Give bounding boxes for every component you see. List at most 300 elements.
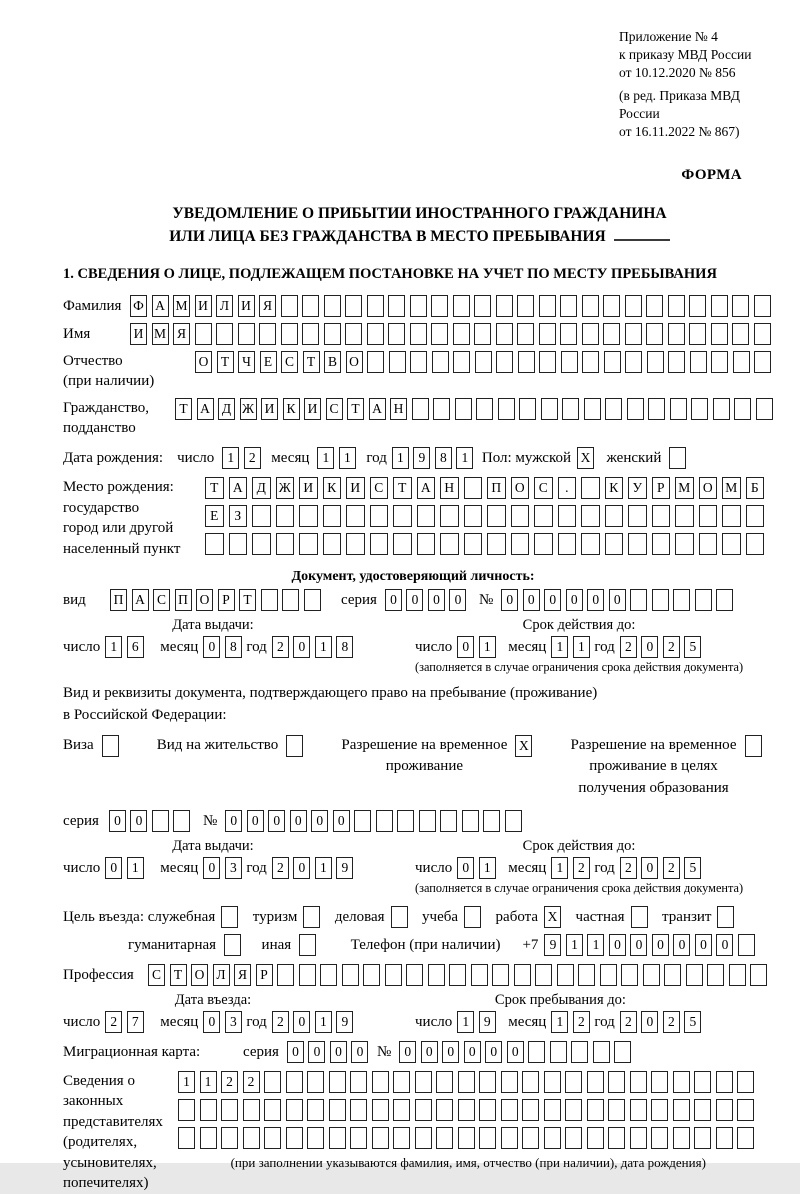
cell[interactable] [675, 505, 694, 527]
stay-day[interactable] [457, 1011, 500, 1033]
birthplace-line2-input[interactable] [205, 505, 769, 527]
cell[interactable] [152, 810, 169, 832]
cell[interactable] [221, 1127, 238, 1149]
cell[interactable] [608, 1099, 625, 1121]
cell[interactable]: А [197, 398, 214, 420]
cell[interactable] [716, 1099, 733, 1121]
cell[interactable] [464, 505, 483, 527]
cell[interactable] [717, 906, 734, 928]
cell[interactable]: 5 [684, 1011, 701, 1033]
cell[interactable] [261, 589, 278, 611]
cell[interactable]: Р [256, 964, 273, 986]
cell[interactable] [621, 964, 638, 986]
cell[interactable] [252, 533, 271, 555]
cell[interactable]: 0 [457, 857, 474, 879]
cell[interactable]: 0 [287, 1041, 304, 1063]
cell[interactable]: А [229, 477, 248, 499]
cell[interactable]: 0 [105, 857, 122, 879]
cell[interactable] [281, 295, 298, 317]
cell[interactable]: 0 [485, 1041, 502, 1063]
cell[interactable] [582, 351, 599, 373]
cell[interactable]: 9 [336, 857, 353, 879]
cell[interactable] [628, 505, 647, 527]
residence-valid-day[interactable] [457, 857, 500, 879]
cell[interactable]: 1 [551, 1011, 568, 1033]
cell[interactable] [221, 1099, 238, 1121]
cell[interactable]: И [299, 477, 318, 499]
residence-issue-day[interactable] [105, 857, 148, 879]
cell[interactable]: 3 [225, 1011, 242, 1033]
cell[interactable]: О [196, 589, 213, 611]
cell[interactable] [571, 1041, 588, 1063]
cell[interactable] [324, 295, 341, 317]
cell[interactable] [511, 533, 530, 555]
cell[interactable]: 1 [339, 447, 356, 469]
cell[interactable] [630, 1099, 647, 1121]
cell[interactable] [286, 1099, 303, 1121]
cell[interactable] [754, 295, 771, 317]
cell[interactable] [511, 505, 530, 527]
residence-valid-year[interactable] [620, 857, 706, 879]
cell[interactable] [528, 1041, 545, 1063]
cell[interactable] [539, 323, 556, 345]
cell[interactable]: 0 [109, 810, 126, 832]
cell[interactable]: У [628, 477, 647, 499]
cell[interactable]: И [261, 398, 278, 420]
cell[interactable] [431, 295, 448, 317]
cell[interactable] [307, 1127, 324, 1149]
cell[interactable] [732, 295, 749, 317]
cell[interactable] [631, 906, 648, 928]
cell[interactable]: 2 [272, 1011, 289, 1033]
legal-reps-line3-input[interactable] [178, 1127, 759, 1149]
cell[interactable]: 8 [225, 636, 242, 658]
cell[interactable] [264, 1071, 281, 1093]
cell[interactable]: 1 [587, 934, 604, 956]
entry-year[interactable] [272, 1011, 358, 1033]
cell[interactable] [323, 533, 342, 555]
cell[interactable] [539, 295, 556, 317]
cell[interactable] [412, 398, 429, 420]
cell[interactable]: 2 [221, 1071, 238, 1093]
legal-reps-line1-input[interactable] [178, 1071, 759, 1093]
cell[interactable] [200, 1099, 217, 1121]
cell[interactable]: 0 [630, 934, 647, 956]
cell[interactable] [276, 533, 295, 555]
cell[interactable]: 1 [178, 1071, 195, 1093]
cell[interactable]: 2 [105, 1011, 122, 1033]
cell[interactable]: 1 [551, 636, 568, 658]
cell[interactable] [534, 505, 553, 527]
cell[interactable] [449, 964, 466, 986]
cell[interactable]: 0 [330, 1041, 347, 1063]
cell[interactable] [587, 1127, 604, 1149]
cell[interactable]: 0 [247, 810, 264, 832]
cell[interactable] [600, 964, 617, 986]
cell[interactable]: И [130, 323, 147, 345]
cell[interactable]: 0 [464, 1041, 481, 1063]
cell[interactable] [560, 295, 577, 317]
cell[interactable] [475, 351, 492, 373]
cell[interactable] [363, 964, 380, 986]
cell[interactable] [522, 1099, 539, 1121]
cell[interactable] [299, 505, 318, 527]
cell[interactable] [436, 1127, 453, 1149]
cell[interactable]: Т [239, 589, 256, 611]
cell[interactable] [733, 351, 750, 373]
cell[interactable]: Т [217, 351, 234, 373]
id-issue-month[interactable] [203, 636, 246, 658]
cell[interactable]: 2 [663, 636, 680, 658]
cell[interactable] [415, 1127, 432, 1149]
cell[interactable] [496, 295, 513, 317]
cell[interactable]: 0 [293, 857, 310, 879]
cell[interactable]: И [238, 295, 255, 317]
cell[interactable]: С [281, 351, 298, 373]
cell[interactable] [259, 323, 276, 345]
cell[interactable] [729, 964, 746, 986]
cell[interactable] [560, 323, 577, 345]
cell[interactable] [299, 934, 316, 956]
purpose-work-checkbox[interactable] [544, 906, 566, 928]
id-valid-day[interactable] [457, 636, 500, 658]
cell[interactable] [376, 810, 393, 832]
cell[interactable] [686, 964, 703, 986]
sex-male-checkbox[interactable] [577, 447, 599, 469]
cell[interactable] [669, 447, 686, 469]
cell[interactable] [350, 1099, 367, 1121]
cell[interactable] [565, 1127, 582, 1149]
cell[interactable]: Т [175, 398, 192, 420]
cell[interactable] [670, 398, 687, 420]
cell[interactable]: Ж [240, 398, 257, 420]
cell[interactable]: 9 [544, 934, 561, 956]
cell[interactable] [410, 295, 427, 317]
cell[interactable] [699, 505, 718, 527]
cell[interactable]: 2 [620, 857, 637, 879]
cell[interactable] [535, 964, 552, 986]
cell[interactable]: О [346, 351, 363, 373]
cell[interactable] [581, 477, 600, 499]
cell[interactable] [372, 1071, 389, 1093]
cell[interactable] [323, 505, 342, 527]
cell[interactable] [630, 1071, 647, 1093]
cell[interactable]: К [283, 398, 300, 420]
cell[interactable] [539, 351, 556, 373]
migration-card-number-input[interactable] [399, 1041, 636, 1063]
cell[interactable] [276, 505, 295, 527]
cell[interactable] [415, 1099, 432, 1121]
id-doc-number-input[interactable] [501, 589, 738, 611]
id-issue-year[interactable] [272, 636, 358, 658]
cell[interactable] [605, 398, 622, 420]
cell[interactable] [578, 964, 595, 986]
cell[interactable] [385, 964, 402, 986]
cell[interactable] [458, 1127, 475, 1149]
cell[interactable]: 0 [544, 589, 561, 611]
cell[interactable]: П [487, 477, 506, 499]
cell[interactable] [282, 589, 299, 611]
cell[interactable]: И [195, 295, 212, 317]
cell[interactable]: Т [347, 398, 364, 420]
cell[interactable] [722, 533, 741, 555]
cell[interactable]: А [369, 398, 386, 420]
birthplace-line3-input[interactable] [205, 533, 769, 555]
cell[interactable]: 1 [222, 447, 239, 469]
cell[interactable] [205, 533, 224, 555]
cell[interactable]: 0 [587, 589, 604, 611]
cell[interactable] [406, 964, 423, 986]
cell[interactable]: А [152, 295, 169, 317]
cell[interactable] [651, 1071, 668, 1093]
cell[interactable] [350, 1071, 367, 1093]
cell[interactable] [518, 351, 535, 373]
citizenship-input[interactable] [175, 398, 777, 420]
cell[interactable] [346, 505, 365, 527]
cell[interactable]: З [229, 505, 248, 527]
cell[interactable]: 2 [272, 857, 289, 879]
cell[interactable]: 0 [268, 810, 285, 832]
cell[interactable] [651, 1127, 668, 1149]
cell[interactable]: М [722, 477, 741, 499]
temp-residence-education-checkbox[interactable] [745, 735, 767, 757]
cell[interactable]: 0 [203, 857, 220, 879]
cell[interactable] [178, 1099, 195, 1121]
cell[interactable] [694, 1127, 711, 1149]
cell[interactable]: 9 [413, 447, 430, 469]
cell[interactable]: 0 [385, 589, 402, 611]
cell[interactable]: Ж [276, 477, 295, 499]
residence-series-input[interactable] [109, 810, 195, 832]
cell[interactable] [628, 533, 647, 555]
cell[interactable] [745, 735, 762, 757]
cell[interactable] [410, 351, 427, 373]
cell[interactable] [627, 398, 644, 420]
cell[interactable] [393, 1127, 410, 1149]
cell[interactable] [694, 1099, 711, 1121]
cell[interactable]: 0 [641, 857, 658, 879]
id-valid-year[interactable] [620, 636, 706, 658]
cell[interactable] [584, 398, 601, 420]
cell[interactable] [675, 533, 694, 555]
cell[interactable] [487, 533, 506, 555]
cell[interactable] [243, 1127, 260, 1149]
cell[interactable] [302, 323, 319, 345]
cell[interactable]: К [323, 477, 342, 499]
stay-year[interactable] [620, 1011, 706, 1033]
cell[interactable] [713, 398, 730, 420]
cell[interactable] [603, 323, 620, 345]
residence-issue-month[interactable] [203, 857, 246, 879]
purpose-tourism-checkbox[interactable] [303, 906, 325, 928]
cell[interactable]: А [132, 589, 149, 611]
patronymic-input[interactable] [195, 351, 776, 373]
cell[interactable] [754, 323, 771, 345]
cell[interactable] [243, 1099, 260, 1121]
birthdate-year-input[interactable] [392, 447, 478, 469]
cell[interactable]: 0 [333, 810, 350, 832]
cell[interactable] [391, 906, 408, 928]
cell[interactable] [370, 533, 389, 555]
cell[interactable] [299, 533, 318, 555]
temp-residence-checkbox[interactable] [515, 735, 537, 757]
cell[interactable]: 0 [507, 1041, 524, 1063]
cell[interactable] [558, 533, 577, 555]
cell[interactable]: 2 [620, 1011, 637, 1033]
cell[interactable] [694, 1071, 711, 1093]
cell[interactable] [286, 1127, 303, 1149]
cell[interactable] [453, 351, 470, 373]
cell[interactable]: 0 [641, 1011, 658, 1033]
cell[interactable] [734, 398, 751, 420]
cell[interactable] [329, 1127, 346, 1149]
visa-checkbox[interactable] [102, 735, 124, 757]
cell[interactable]: 5 [684, 636, 701, 658]
cell[interactable] [604, 351, 621, 373]
cell[interactable]: 8 [435, 447, 452, 469]
birthdate-day-input[interactable] [222, 447, 265, 469]
purpose-transit-checkbox[interactable] [717, 906, 739, 928]
cell[interactable] [587, 1099, 604, 1121]
cell[interactable] [630, 1127, 647, 1149]
cell[interactable] [565, 1099, 582, 1121]
cell[interactable] [455, 398, 472, 420]
cell[interactable] [587, 1071, 604, 1093]
cell[interactable] [350, 1127, 367, 1149]
cell[interactable] [647, 351, 664, 373]
cell[interactable]: 2 [243, 1071, 260, 1093]
cell[interactable]: М [173, 295, 190, 317]
cell[interactable]: 1 [479, 636, 496, 658]
cell[interactable] [711, 323, 728, 345]
cell[interactable] [303, 906, 320, 928]
cell[interactable] [689, 323, 706, 345]
firstname-input[interactable] [130, 323, 775, 345]
cell[interactable] [286, 1071, 303, 1093]
cell[interactable]: 0 [449, 589, 466, 611]
cell[interactable]: О [699, 477, 718, 499]
cell[interactable]: С [534, 477, 553, 499]
entry-day[interactable] [105, 1011, 148, 1033]
residence-valid-month[interactable] [551, 857, 594, 879]
cell[interactable] [593, 1041, 610, 1063]
cell[interactable] [173, 810, 190, 832]
cell[interactable] [354, 810, 371, 832]
cell[interactable] [651, 1099, 668, 1121]
cell[interactable] [550, 1041, 567, 1063]
cell[interactable] [737, 1099, 754, 1121]
cell[interactable] [582, 323, 599, 345]
cell[interactable] [476, 398, 493, 420]
cell[interactable] [221, 906, 238, 928]
cell[interactable] [517, 323, 534, 345]
cell[interactable] [652, 533, 671, 555]
cell[interactable] [738, 934, 755, 956]
cell[interactable]: 2 [663, 857, 680, 879]
id-issue-day[interactable] [105, 636, 148, 658]
cell[interactable] [501, 1071, 518, 1093]
migration-card-series-input[interactable] [287, 1041, 373, 1063]
cell[interactable]: 2 [620, 636, 637, 658]
cell[interactable] [428, 964, 445, 986]
cell[interactable] [522, 1071, 539, 1093]
stay-month[interactable] [551, 1011, 594, 1033]
cell[interactable]: К [605, 477, 624, 499]
cell[interactable]: Я [234, 964, 251, 986]
cell[interactable] [519, 398, 536, 420]
cell[interactable] [630, 589, 647, 611]
cell[interactable]: Н [390, 398, 407, 420]
cell[interactable] [479, 1127, 496, 1149]
cell[interactable] [307, 1099, 324, 1121]
cell[interactable] [474, 295, 491, 317]
cell[interactable] [716, 1071, 733, 1093]
cell[interactable]: С [326, 398, 343, 420]
cell[interactable] [750, 964, 767, 986]
cell[interactable] [541, 398, 558, 420]
cell[interactable]: Р [652, 477, 671, 499]
cell[interactable] [689, 295, 706, 317]
cell[interactable] [544, 1127, 561, 1149]
cell[interactable] [691, 398, 708, 420]
cell[interactable] [415, 1071, 432, 1093]
cell[interactable] [393, 533, 412, 555]
cell[interactable] [716, 589, 733, 611]
cell[interactable] [487, 505, 506, 527]
cell[interactable] [329, 1099, 346, 1121]
cell[interactable] [397, 810, 414, 832]
cell[interactable] [462, 810, 479, 832]
cell[interactable]: 0 [351, 1041, 368, 1063]
cell[interactable]: Л [213, 964, 230, 986]
cell[interactable] [393, 505, 412, 527]
cell[interactable]: 1 [456, 447, 473, 469]
cell[interactable] [673, 1099, 690, 1121]
cell[interactable] [370, 505, 389, 527]
phone-input[interactable] [544, 934, 759, 956]
cell[interactable] [534, 533, 553, 555]
cell[interactable]: 1 [317, 447, 334, 469]
cell[interactable] [483, 810, 500, 832]
cell[interactable] [229, 533, 248, 555]
cell[interactable]: 5 [684, 857, 701, 879]
cell[interactable]: С [153, 589, 170, 611]
cell[interactable] [673, 1127, 690, 1149]
cell[interactable] [372, 1099, 389, 1121]
cell[interactable] [417, 505, 436, 527]
cell[interactable] [646, 295, 663, 317]
cell[interactable] [200, 1127, 217, 1149]
cell[interactable]: С [370, 477, 389, 499]
cell[interactable]: Р [218, 589, 235, 611]
cell[interactable] [474, 323, 491, 345]
cell[interactable]: 0 [457, 636, 474, 658]
cell[interactable]: И [346, 477, 365, 499]
cell[interactable]: 0 [695, 934, 712, 956]
cell[interactable] [652, 505, 671, 527]
cell[interactable]: 1 [457, 1011, 474, 1033]
cell[interactable] [453, 323, 470, 345]
residence-issue-year[interactable] [272, 857, 358, 879]
cell[interactable] [440, 810, 457, 832]
cell[interactable]: И [304, 398, 321, 420]
cell[interactable]: 0 [290, 810, 307, 832]
cell[interactable] [582, 295, 599, 317]
cell[interactable] [440, 505, 459, 527]
cell[interactable] [410, 323, 427, 345]
cell[interactable] [652, 589, 669, 611]
cell[interactable]: 0 [421, 1041, 438, 1063]
